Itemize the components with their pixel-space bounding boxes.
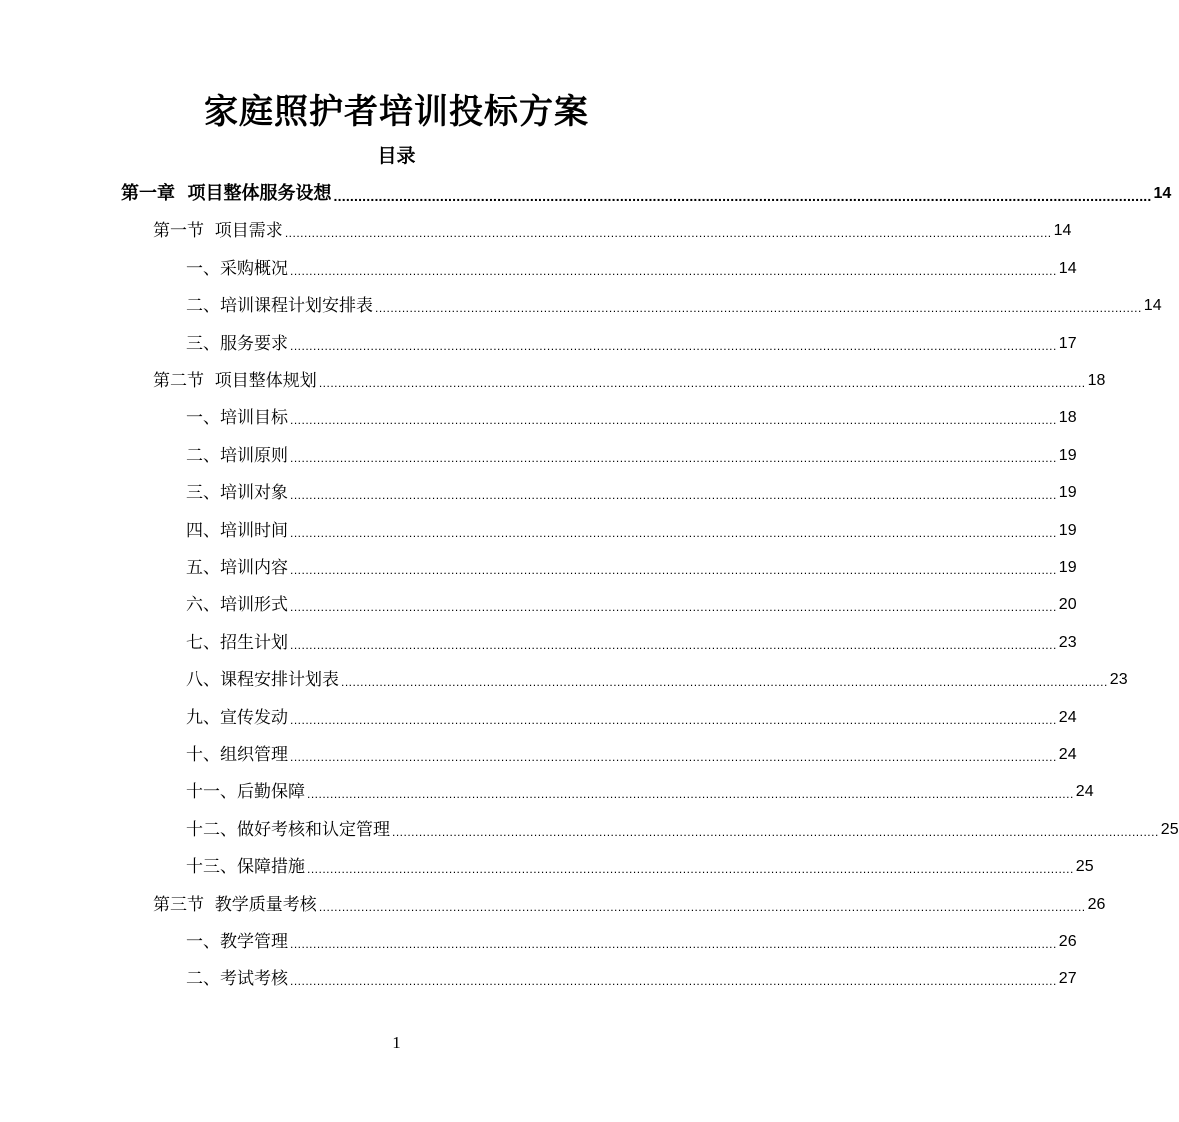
toc-entry-page: 25 [1160,821,1179,838]
toc-entry-label: 四、培训时间 [186,521,288,541]
toc-entry-page: 25 [1075,858,1094,875]
toc-entry-label: 十三、保障措施 [186,857,305,877]
toc-entry-label: 第一章 项目整体服务设想 [121,183,332,204]
toc-leader-dots: ........................................................................................................................................................................................................ [290,750,1057,764]
toc-leader-dots: ........................................................................................................................................................................................................ [290,600,1057,614]
toc-entry[interactable] [186,736,1077,773]
toc-entry[interactable] [186,287,1162,324]
toc-leader-dots: ........................................................................................................................................................................................................ [333,188,1152,204]
toc-entry-page: 18 [1087,372,1106,389]
toc-entry-page: 19 [1058,559,1077,576]
toc-entry-page: 19 [1058,447,1077,464]
toc-entry-page: 24 [1075,783,1094,800]
toc-leader-dots: ........................................................................................................................................................................................................ [341,675,1108,689]
toc-leader-dots: ........................................................................................................................................................................................................ [290,339,1057,353]
toc-entry[interactable] [186,699,1077,736]
toc-heading: 目录 [377,145,416,167]
toc-leader-dots: ........................................................................................................................................................................................................ [375,301,1142,315]
toc-entry[interactable] [153,886,1106,923]
toc-entry-label: 十一、后勤保障 [186,782,305,802]
toc-leader-dots: ........................................................................................................................................................................................................ [284,226,1052,240]
toc-entry[interactable] [186,811,1179,848]
toc-leader-dots: ........................................................................................................................................................................................................ [290,713,1057,727]
toc-leader-dots: ........................................................................................................................................................................................................ [290,413,1057,427]
toc-entry[interactable] [186,512,1077,549]
toc-entry[interactable] [186,437,1077,474]
page-number: 1 [392,1033,401,1052]
document-title: 家庭照护者培训投标方案 [204,92,589,132]
toc-entry[interactable] [186,549,1077,586]
toc-entry-label: 二、培训课程计划安排表 [186,296,373,316]
toc-leader-dots: ........................................................................................................................................................................................................ [290,638,1057,652]
toc-entry[interactable] [186,250,1077,287]
toc-leader-dots: ........................................................................................................................................................................................................ [290,488,1057,502]
toc-entry-label: 第二节 项目整体规划 [153,371,317,391]
toc-entry-label: 十二、做好考核和认定管理 [186,820,390,840]
toc-leader-dots: ........................................................................................................................................................................................................ [290,264,1057,278]
toc-entry-label: 二、考试考核 [186,969,288,989]
toc-entry-label: 第三节 教学质量考核 [153,895,317,915]
toc-entry-page: 14 [1058,260,1077,277]
toc-entry-page: 26 [1058,933,1077,950]
toc-leader-dots: ........................................................................................................................................................................................................ [290,974,1057,988]
toc-entry-page: 27 [1058,970,1077,987]
toc-entry[interactable] [186,474,1077,511]
toc-leader-dots: ........................................................................................................................................................................................................ [318,900,1086,914]
toc-entry[interactable] [121,175,1172,212]
toc-entry-page: 24 [1058,709,1077,726]
toc-entry-page: 26 [1087,896,1106,913]
toc-leader-dots: ........................................................................................................................................................................................................ [307,862,1074,876]
toc-entry-label: 八、课程安排计划表 [186,670,339,690]
toc-entry[interactable] [186,848,1094,885]
toc-entry-page: 19 [1058,484,1077,501]
toc-entry[interactable] [186,586,1077,623]
toc-entry-label: 六、培训形式 [186,595,288,615]
toc-entry-label: 一、采购概况 [186,259,288,279]
toc-leader-dots: ........................................................................................................................................................................................................ [290,526,1057,540]
toc-entry[interactable] [186,773,1094,810]
toc-entry-page: 24 [1058,746,1077,763]
toc-entry[interactable] [186,624,1077,661]
toc-entry-page: 19 [1058,522,1077,539]
toc-entry-page: 14 [1153,185,1172,202]
toc-entry[interactable] [186,325,1077,362]
toc-entry-label: 十、组织管理 [186,745,288,765]
toc-entry-label: 一、教学管理 [186,932,288,952]
toc-leader-dots: ........................................................................................................................................................................................................ [392,825,1159,839]
toc-entry-label: 第一节 项目需求 [153,221,283,241]
toc-entry-label: 一、培训目标 [186,408,288,428]
toc-leader-dots: ........................................................................................................................................................................................................ [290,937,1057,951]
toc-entry-page: 14 [1143,297,1162,314]
toc-entry-page: 23 [1109,671,1128,688]
toc-entry-label: 三、服务要求 [186,334,288,354]
toc-leader-dots: ........................................................................................................................................................................................................ [290,451,1057,465]
toc-entry-page: 18 [1058,409,1077,426]
toc-entry[interactable] [153,212,1072,249]
toc-leader-dots: ........................................................................................................................................................................................................ [318,376,1086,390]
toc-entry-page: 20 [1058,596,1077,613]
toc-entry[interactable] [186,960,1077,997]
toc-leader-dots: ........................................................................................................................................................................................................ [290,563,1057,577]
toc-entry[interactable] [186,661,1128,698]
toc-entry-label: 七、招生计划 [186,633,288,653]
toc-entry[interactable] [153,362,1106,399]
toc-entry-page: 14 [1053,222,1072,239]
toc-entry-page: 23 [1058,634,1077,651]
toc-entry-page: 17 [1058,335,1077,352]
toc-entry-label: 五、培训内容 [186,558,288,578]
toc-entry-label: 三、培训对象 [186,483,288,503]
toc-leader-dots: ........................................................................................................................................................................................................ [307,787,1074,801]
toc-entry-label: 九、宣传发动 [186,708,288,728]
toc-entry[interactable] [186,399,1077,436]
toc-entry-label: 二、培训原则 [186,446,288,466]
toc-entry[interactable] [186,923,1077,960]
